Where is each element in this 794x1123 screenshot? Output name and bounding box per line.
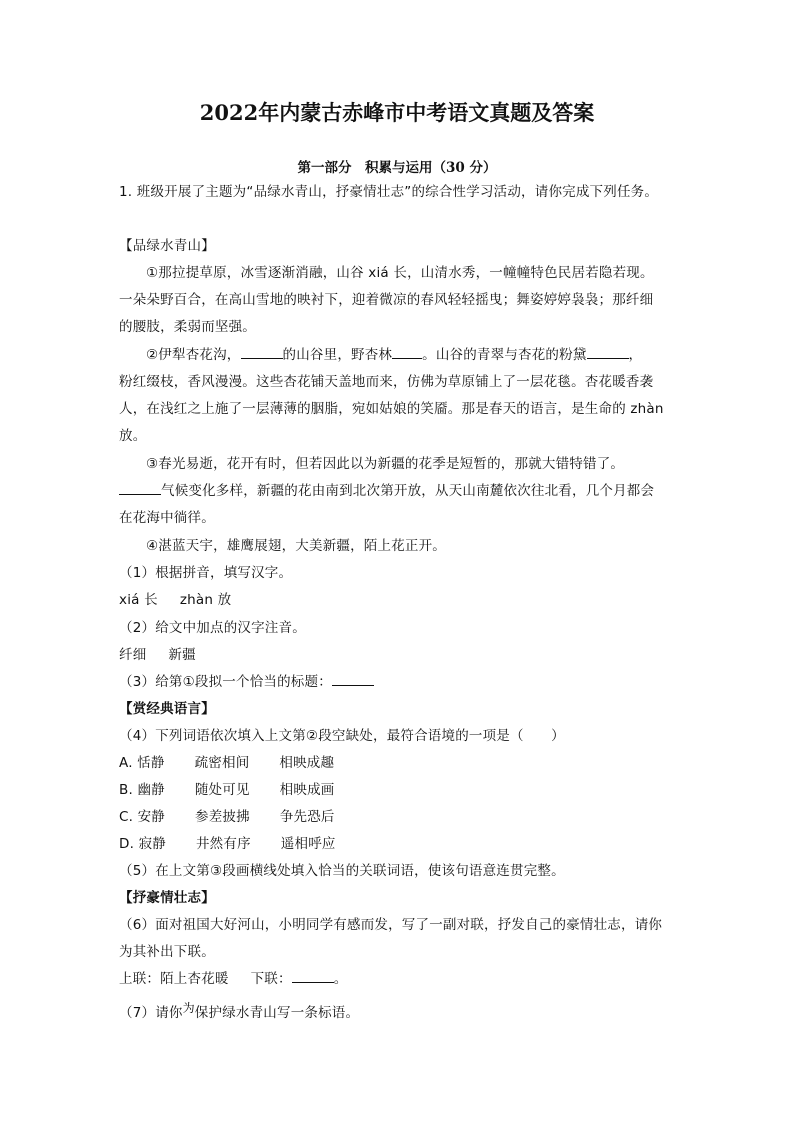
pinyin-item-zhan: zhàn 放 [179, 592, 232, 608]
option-a: A. 恬静 疏密相间 相映成趣 [119, 755, 335, 771]
pinyin-item-xia: xiá 长 [119, 592, 158, 608]
option-d: D. 寂静 井然有序 遥相呼应 [119, 836, 336, 852]
sub-question-7: （7）请你为保护绿水青山写一条标语。 [119, 1001, 360, 1021]
paragraph-3-line-3: 在花海中徜徉。 [119, 510, 215, 526]
section-heading-ambition: 【抒豪情壮志】 [119, 890, 215, 906]
paragraph-2-text-c: 。山谷的青翠与杏花的粉黛 [422, 347, 587, 363]
blank-1[interactable] [241, 346, 283, 359]
sub-question-3 [119, 673, 374, 691]
couplet-upper: 上联：陌上杏花暖 [119, 971, 229, 987]
sub-question-3-text: （3）给第①段拟一个恰当的标题： [119, 674, 332, 690]
sub-question-1: （1）根据拼音，填写汉字。 [119, 565, 293, 581]
paragraph-4-line-1: ④湛蓝天宇，雄鹰展翅，大美新疆，陌上花正开。 [146, 538, 447, 554]
sub-question-5: （5）在上文第③段画横线处填入恰当的关联词语，使该句语意连贯完整。 [119, 863, 565, 879]
sub-question-6-line-1: （6）面对祖国大好河山，小明同学有感而发，写了一副对联，抒发自己的豪情壮志，请你 [119, 917, 663, 933]
couplet-answer-blank[interactable] [292, 970, 334, 983]
sub-question-4: （4）下列词语依次填入上文第②段空缺处，最符合语境的一项是（ ） [119, 728, 565, 744]
paragraph-3-text: 气候变化多样，新疆的花由南到北次第开放，从天山南麓依次往北看，几个月都会 [161, 483, 655, 499]
sub-question-1-items [119, 591, 231, 609]
document-title: 2022年内蒙古赤峰市中考语文真题及答案 [199, 100, 595, 125]
paragraph-2-line-2: 粉红缀枝，香风漫漫。这些杏花铺天盖地而来，仿佛为草原铺上了一层花毯。杏花暖香袭 [119, 374, 654, 390]
paragraph-2-text-a: ②伊犁杏花沟， [146, 347, 241, 363]
section-heading-green-mountains: 【品绿水青山】 [119, 238, 215, 254]
paragraph-2-line-1 [146, 346, 642, 364]
blank-connective[interactable] [119, 482, 161, 495]
couplet-lower-label: 下联： [250, 971, 292, 987]
title-answer-blank[interactable] [332, 673, 374, 686]
blank-3[interactable] [587, 346, 629, 359]
paragraph-3-line-2 [119, 482, 654, 500]
paragraph-2-line-4: 放。 [119, 428, 147, 444]
section-heading-classic-language: 【赏经典语言】 [119, 701, 215, 717]
sub-question-2: （2）给文中加点的汉字注音。 [119, 620, 306, 636]
part-heading: 第一部分 积累与运用（30 分） [297, 160, 497, 176]
sub-question-2-items [119, 646, 196, 664]
paragraph-1-line-1: ①那拉提草原，冰雪逐渐消融，山谷 xiá 长，山清水秀，一幢幢特色民居若隐若现。 [146, 265, 654, 281]
paragraph-2-text-d: ， [628, 347, 643, 363]
question-1-intro: 1. 班级开展了主题为“品绿水青山，抒豪情壮志”的综合性学习活动，请你完成下列任务。 [119, 184, 659, 200]
paragraph-1-line-2: 一朵朵野百合，在高山雪地的映衬下，迎着微凉的春风轻轻摇曳；舞姿婷婷袅袅；那纤细 [119, 292, 654, 308]
word-item-xinjiang: 新疆 [168, 647, 196, 663]
word-item-xianxi: 纤细 [119, 647, 147, 663]
paragraph-1-line-3: 的腰肢，柔弱而坚强。 [119, 319, 256, 335]
blank-2[interactable] [392, 346, 422, 359]
couplet-end: 。 [333, 971, 348, 987]
sub-question-6-line-2: 为其补出下联。 [119, 944, 215, 960]
couplet-line [119, 970, 347, 988]
paragraph-2-text-b: 的山谷里，野杏林 [282, 347, 393, 363]
option-c: C. 安静 参差披拂 争先恐后 [119, 809, 335, 825]
paragraph-3-line-1: ③春光易逝，花开有时，但若因此以为新疆的花季是短暂的，那就大错特错了。 [146, 456, 625, 472]
paragraph-2-line-3: 人，在浅红之上施了一层薄薄的胭脂，宛如姑娘的笑靥。那是春天的语言，是生命的 zhàn [119, 401, 664, 417]
option-b: B. 幽静 随处可见 相映成画 [119, 782, 335, 798]
